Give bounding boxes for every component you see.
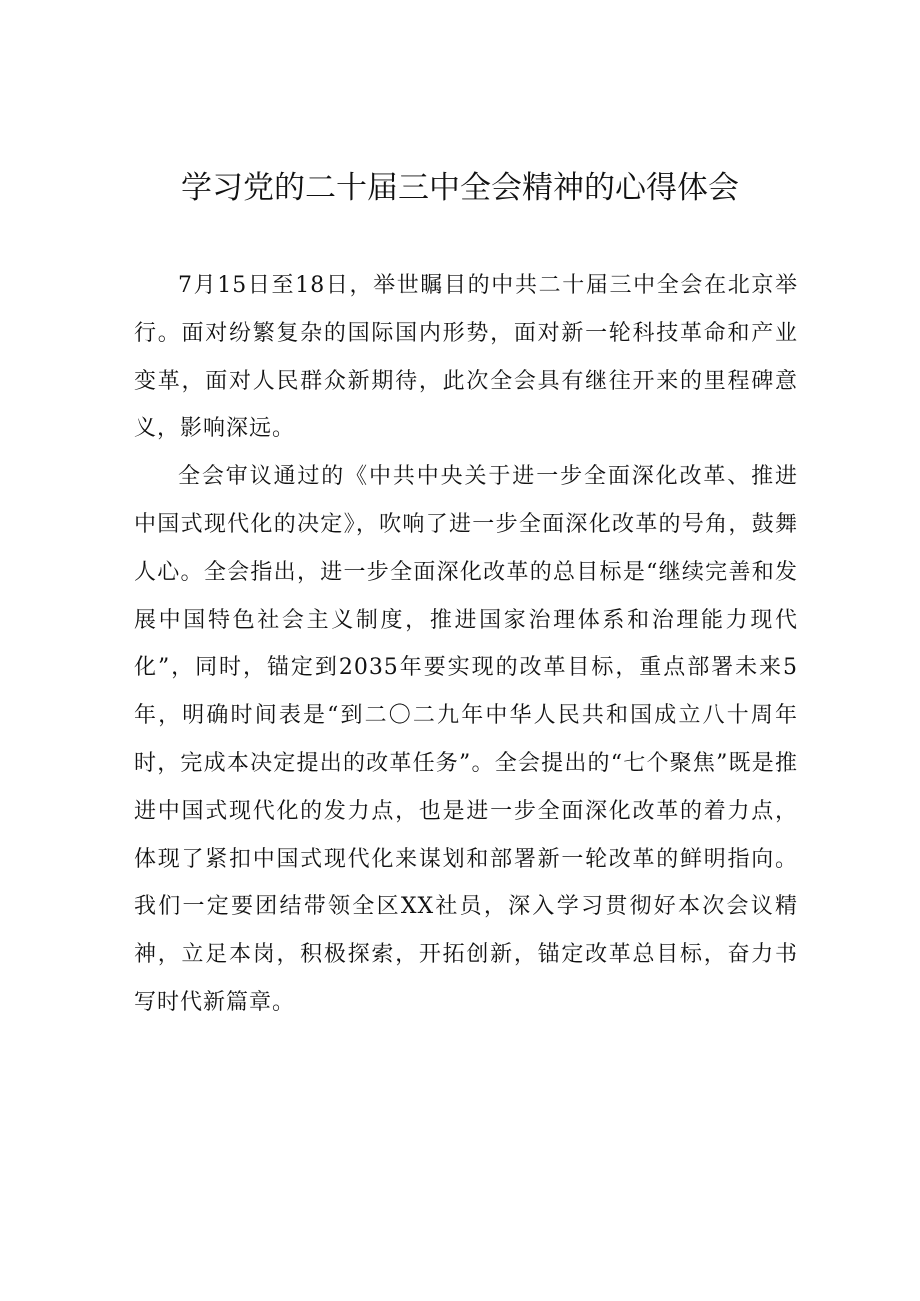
document-title: 学习党的二十届三中全会精神的心得体会 [181,170,739,206]
paragraph-1: 7月15日至18日，举世瞩目的中共二十届三中全会在北京举行。面对纷繁复杂的国际国内形势，面对新一轮科技革命和产业变革，面对人民群众新期待，此次全会具有继往开来的里程碑意义，影响深远。 [134,273,798,442]
document-body [134,262,798,1027]
paragraph-2: 全会审议通过的《中共中央关于进一步全面深化改革、推进中国式现代化的决定》，吹响了进一步全面深化改革的号角，鼓舞人心。全会指出，进一步全面深化改革的总目标是“继续完善和发展中国特色社会主义制度，推进国家治理体系和治理能力现代化”，同时，锚定到2035年要实现的改革目标，重点部署未来5年，明确时间表是“到二〇二九年中华人民共和国成立八十周年时，完成本决定提出的改革任务”。全会提出的“七个聚焦”既是推进中国式现代化的发力点，也是进一步全面深化改革的着力点，体现了紧扣中国式现代化来谋划和部署新一轮改革的鲜明指向。我们一定要团结带领全区XX社员，深入学习贯彻好本次会议精神，立足本岗，积极探索，开拓创新，锚定改革总目标，奋力书写时代新篇章。 [134,464,798,1015]
